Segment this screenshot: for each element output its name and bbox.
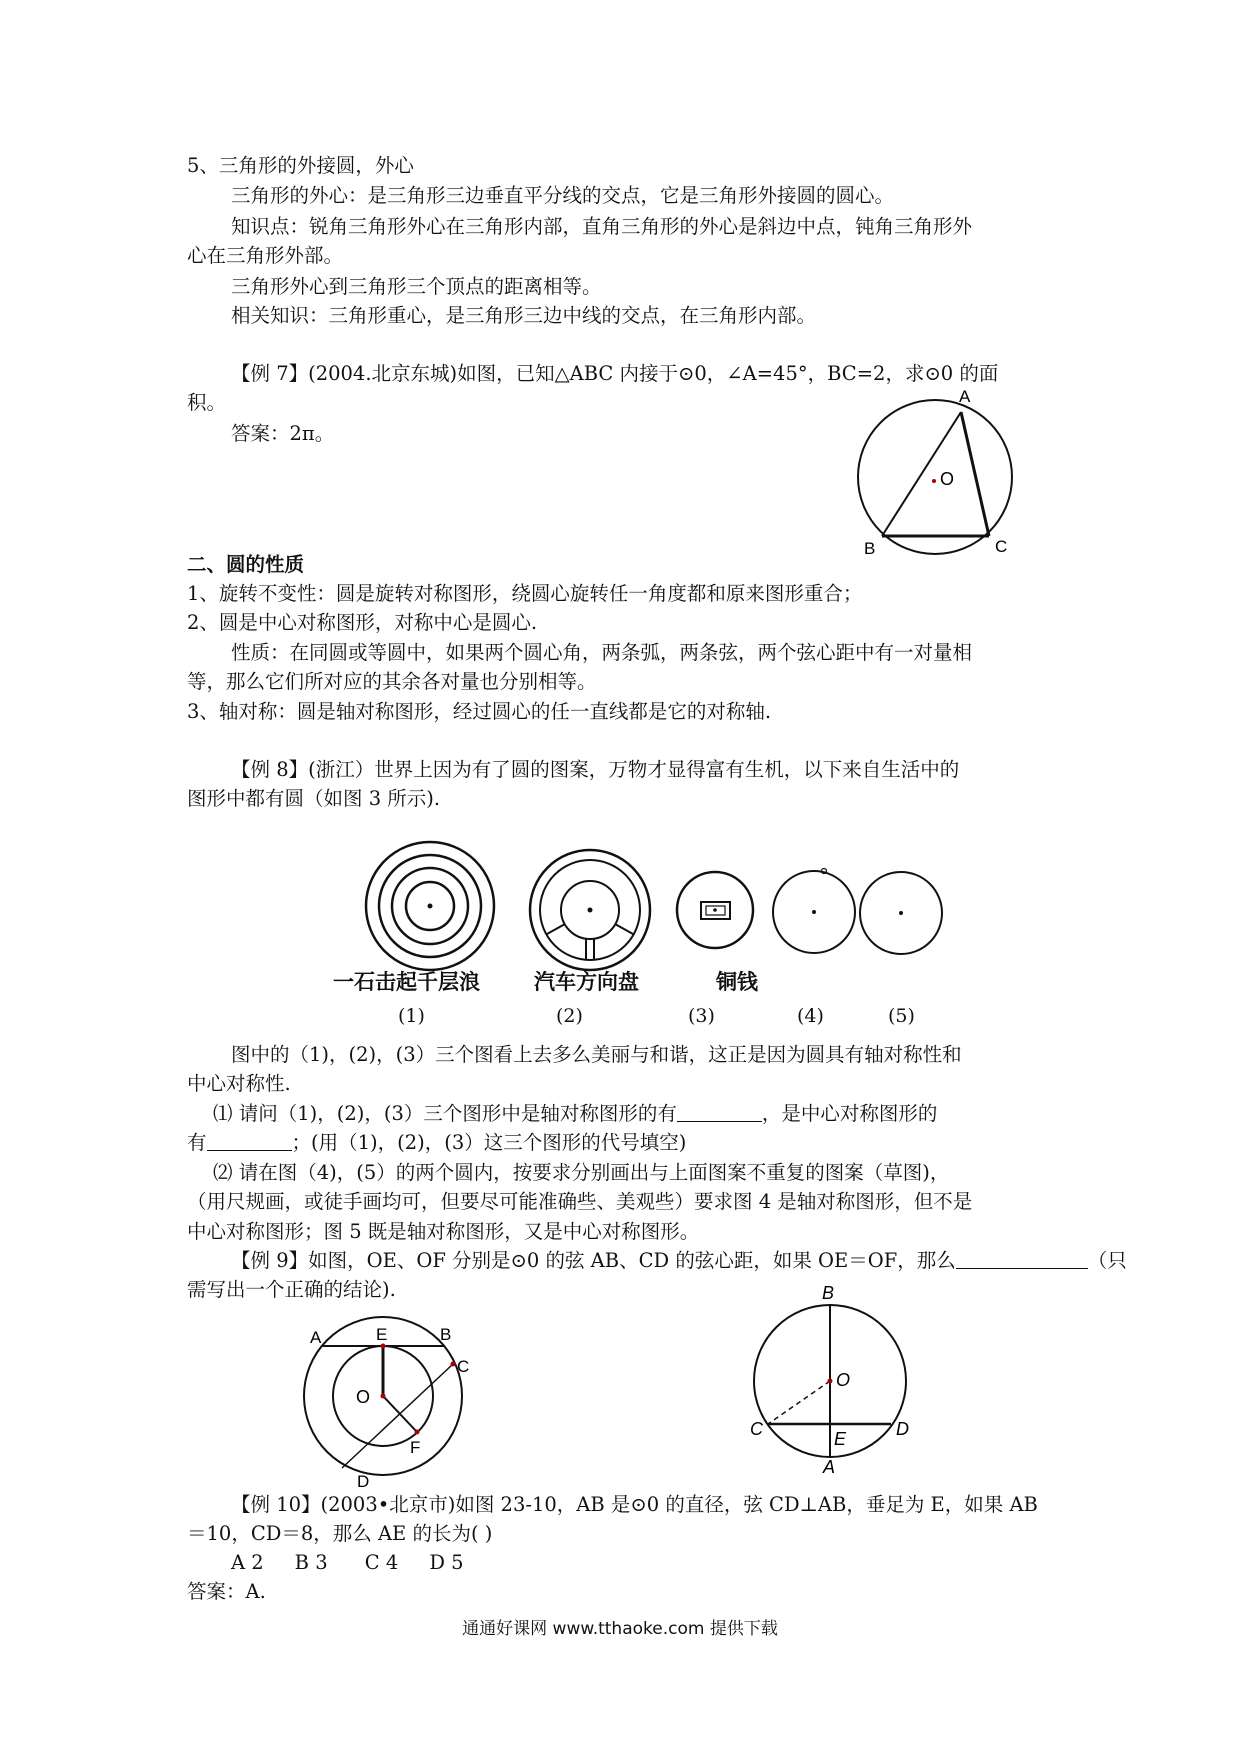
label-c: C xyxy=(995,537,1008,556)
question-2-line-cont: （用尺规画，或徒手画均可，但要尽可能准确些、美观些）要求图 4 是轴对称图形，但不是 xyxy=(187,1190,973,1213)
example-8-figures xyxy=(350,840,950,970)
example-8-question-cont: 图形中都有圆（如图 3 所示). xyxy=(187,787,441,810)
example-9-question-cont: 需写出一个正确的结论). xyxy=(187,1278,396,1301)
paragraph: 相关知识：三角形重心，是三角形三边中线的交点，在三角形内部。 xyxy=(231,304,817,327)
answer-blank-axial[interactable] xyxy=(677,1099,762,1122)
label-c: C xyxy=(750,1419,763,1439)
caption-3: 铜钱 xyxy=(716,970,758,994)
figure-number-1: (1) xyxy=(398,1005,425,1027)
paragraph: 等，那么它们所对应的其余各对量也分别相等。 xyxy=(187,670,597,693)
question-text: ，是中心对称图形的 xyxy=(761,1102,938,1125)
label-e: E xyxy=(376,1325,388,1344)
paragraph: 心在三角形外部。 xyxy=(187,244,344,267)
answer-blank-ex9[interactable] xyxy=(956,1246,1088,1269)
label-a: A xyxy=(959,387,971,406)
example-7-question: 【例 7】(2004.北京东城)如图，已知△ABC 内接于⊙0，∠A=45°，BC=2，求⊙0 的面 xyxy=(231,362,999,385)
example-10-answer: 答案：A. xyxy=(187,1580,266,1603)
question-1-line xyxy=(213,1098,937,1130)
paragraph: 性质：在同圆或等圆中，如果两个圆心角，两条弧，两条弦，两个弦心距中有一对量相 xyxy=(231,641,973,664)
label-d: D xyxy=(357,1472,370,1491)
caption-1: 一石击起千层浪 xyxy=(333,970,480,994)
figure-number-5: (5) xyxy=(888,1005,915,1027)
figure-number-4: (4) xyxy=(797,1005,824,1027)
label-o: O xyxy=(836,1370,851,1390)
example-10-question-cont: ＝10，CD＝8，那么 AE 的长为( ) xyxy=(187,1522,493,1545)
label-f: F xyxy=(410,1438,421,1457)
question-text: （只 xyxy=(1087,1249,1127,1272)
blank-circle-5 xyxy=(860,872,942,954)
example-9-question xyxy=(231,1245,1127,1277)
paragraph: 知识点：锐角三角形外心在三角形内部，直角三角形的外心是斜边中点，钝角三角形外 xyxy=(231,215,973,238)
question-2-line-cont: 中心对称图形；图 5 既是轴对称图形，又是中心对称图形。 xyxy=(187,1220,700,1243)
question-2-line: ⑵ 请在图（4)，(5）的两个圆内，按要求分别画出与上面图案不重复的图案（草图)， xyxy=(213,1161,950,1184)
figure-number-2: (2) xyxy=(556,1005,583,1027)
label-c: C xyxy=(457,1357,470,1376)
section-heading: 5、三角形的外接圆，外心 xyxy=(187,154,414,177)
paragraph: 图中的（1)，(2)，(3）三个图看上去多么美丽与和谐，这正是因为圆具有轴对称性和 xyxy=(231,1043,962,1066)
ripples-figure xyxy=(366,842,494,970)
example-8-question: 【例 8】(浙江）世界上因为有了圆的图案，万物才显得富有生机，以下来自生活中的 xyxy=(231,758,960,781)
label-b: B xyxy=(440,1325,452,1344)
question-1-line-cont xyxy=(187,1127,686,1159)
example-7-figure xyxy=(850,387,1020,562)
figure-number-3: (3) xyxy=(688,1005,715,1027)
paragraph: 三角形的外心：是三角形三边垂直平分线的交点，它是三角形外接圆的圆心。 xyxy=(231,184,895,207)
list-item: 1、旋转不变性：圆是旋转对称图形，绕圆心旋转任一角度都和原来图形重合； xyxy=(187,582,863,605)
label-d: D xyxy=(896,1419,909,1439)
example-7-answer: 答案：2π。 xyxy=(231,422,335,445)
question-text: ⑴ 请问（1)，(2)，(3）三个图形中是轴对称图形的有 xyxy=(213,1102,677,1125)
label-o: O xyxy=(940,469,955,489)
example-9-figure-2 xyxy=(750,1283,920,1477)
list-item: 3、轴对称：圆是轴对称图形，经过圆心的任一直线都是它的对称轴. xyxy=(187,700,772,723)
blank-circle-4 xyxy=(773,869,855,954)
example-7-question-cont: 积。 xyxy=(187,391,227,414)
label-e: E xyxy=(834,1429,847,1449)
paragraph: 中心对称性. xyxy=(187,1072,291,1095)
footer: 通通好课网 www.tthaoke.com 提供下载 xyxy=(462,1619,778,1639)
example-10-options: A 2 B 3 C 4 D 5 xyxy=(231,1551,464,1574)
label-b: B xyxy=(864,539,876,558)
caption-2: 汽车方向盘 xyxy=(534,970,639,994)
label-o: O xyxy=(356,1387,371,1407)
question-text: ；(用（1)，(2)，(3）这三个图形的代号填空) xyxy=(291,1131,687,1154)
part-2-title: 二、圆的性质 xyxy=(187,553,305,576)
example-9-figure-1 xyxy=(300,1310,480,1491)
paragraph: 三角形外心到三角形三个顶点的距离相等。 xyxy=(231,275,602,298)
coin-figure xyxy=(677,872,753,948)
example-10-question: 【例 10】(2003•北京市)如图 23-10，AB 是⊙0 的直径，弦 CD⊥AB，垂足为 E，如果 AB xyxy=(231,1493,1038,1516)
list-item: 2、圆是中心对称图形，对称中心是圆心. xyxy=(187,611,538,634)
answer-blank-central[interactable] xyxy=(207,1128,292,1151)
question-text: 有 xyxy=(187,1131,207,1154)
question-text: 【例 9】如图，OE、OF 分别是⊙0 的弦 AB、CD 的弦心距，如果 OE＝OF，那么 xyxy=(231,1249,956,1272)
steering-wheel-figure xyxy=(530,850,650,970)
label-b: B xyxy=(822,1283,835,1303)
label-a: A xyxy=(310,1328,322,1347)
label-a: A xyxy=(823,1457,836,1477)
